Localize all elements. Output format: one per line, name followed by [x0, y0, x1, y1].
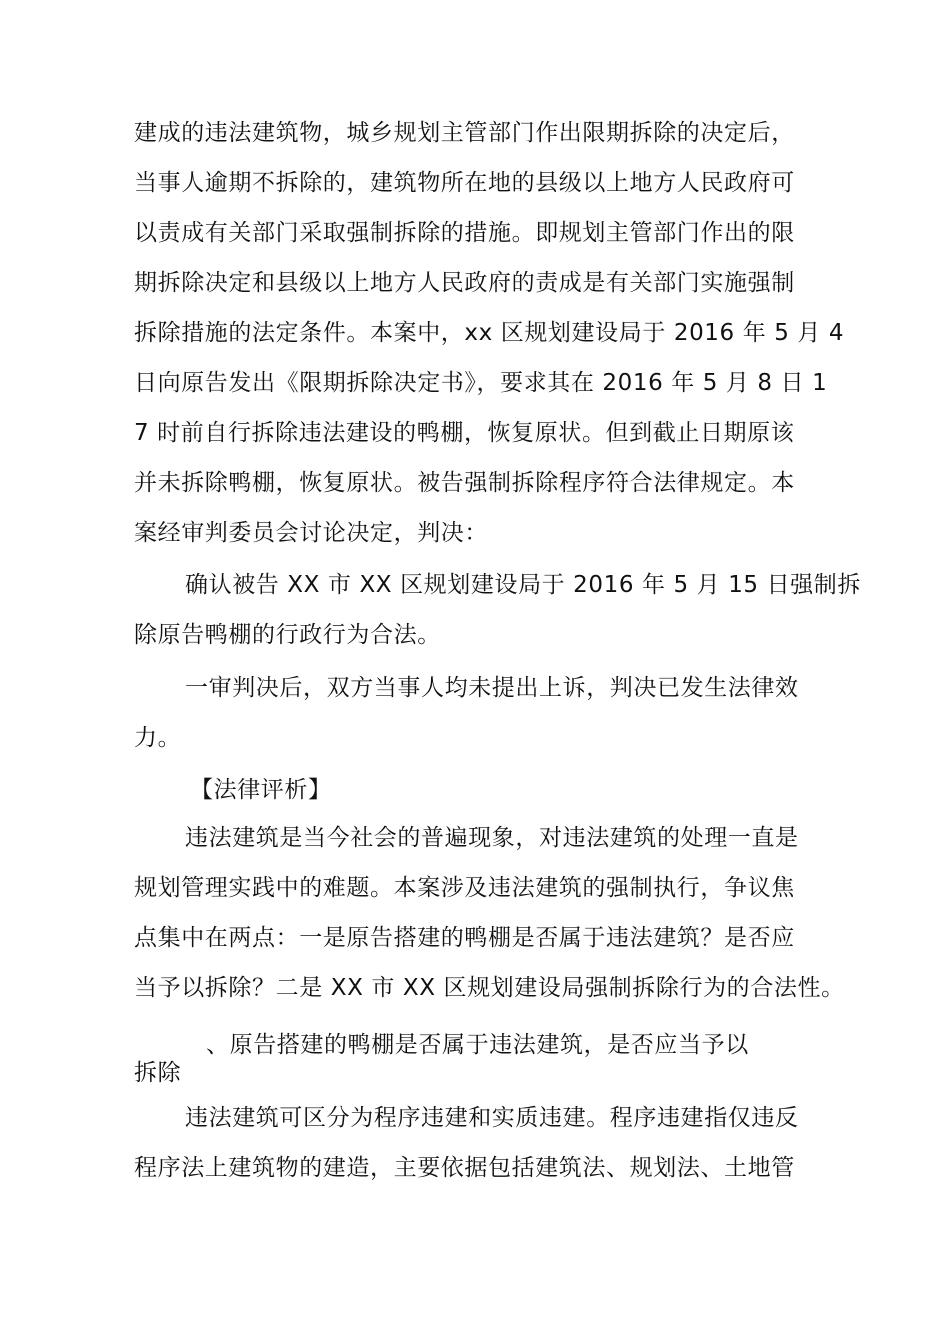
body-text-line: 7 时前自行拆除违法建设的鸭棚，恢复原状。但到截止日期原该: [134, 420, 795, 446]
body-text-line: 违法建筑可区分为程序违建和实质违建。程序违建指仅违反: [185, 1105, 799, 1131]
subsection-heading-continued: 拆除: [134, 1060, 182, 1086]
section-heading: 【法律评析】: [190, 777, 332, 803]
judgment-paragraph-line: 确认被告 XX 市 XX 区规划建设局于 2016 年 5 月 15 日强制拆: [185, 572, 861, 598]
body-text-line: 一审判决后，双方当事人均未提出上诉，判决已发生法律效: [185, 675, 799, 701]
body-text-line: 规划管理实践中的难题。本案涉及违法建筑的强制执行，争议焦: [134, 875, 795, 901]
body-text-line: 程序法上建筑物的建造，主要依据包括建筑法、规划法、土地管: [134, 1155, 795, 1181]
body-text-line: 当事人逾期不拆除的，建筑物所在地的县级以上地方人民政府可: [134, 170, 795, 196]
body-text-line: 拆除措施的法定条件。本案中，xx 区规划建设局于 2016 年 5 月 4: [134, 320, 845, 346]
body-text-line: 建成的违法建筑物，城乡规划主管部门作出限期拆除的决定后，: [134, 120, 795, 146]
body-text-line: 力。: [134, 725, 182, 751]
body-text-line: 期拆除决定和县级以上地方人民政府的责成是有关部门实施强制: [134, 270, 795, 296]
body-text-line: 以责成有关部门采取强制拆除的措施。即规划主管部门作出的限: [134, 220, 795, 246]
subsection-heading: 、原告搭建的鸭棚是否属于违法建筑，是否应当予以: [206, 1032, 749, 1058]
body-text-line: 并未拆除鸭棚，恢复原状。被告强制拆除程序符合法律规定。本: [134, 470, 795, 496]
body-text-line: 除原告鸭棚的行政行为合法。: [134, 622, 441, 648]
body-text-line: 案经审判委员会讨论决定，判决：: [134, 520, 488, 546]
body-text-line: 日向原告发出《限期拆除决定书》，要求其在 2016 年 5 月 8 日 1: [134, 370, 828, 396]
body-text-line: 违法建筑是当今社会的普遍现象，对违法建筑的处理一直是: [185, 825, 799, 851]
body-text-line: 点集中在两点：一是原告搭建的鸭棚是否属于违法建筑？是否应: [134, 925, 795, 951]
body-text-line: 当予以拆除？二是 XX 市 XX 区规划建设局强制拆除行为的合法性。: [134, 975, 845, 1001]
